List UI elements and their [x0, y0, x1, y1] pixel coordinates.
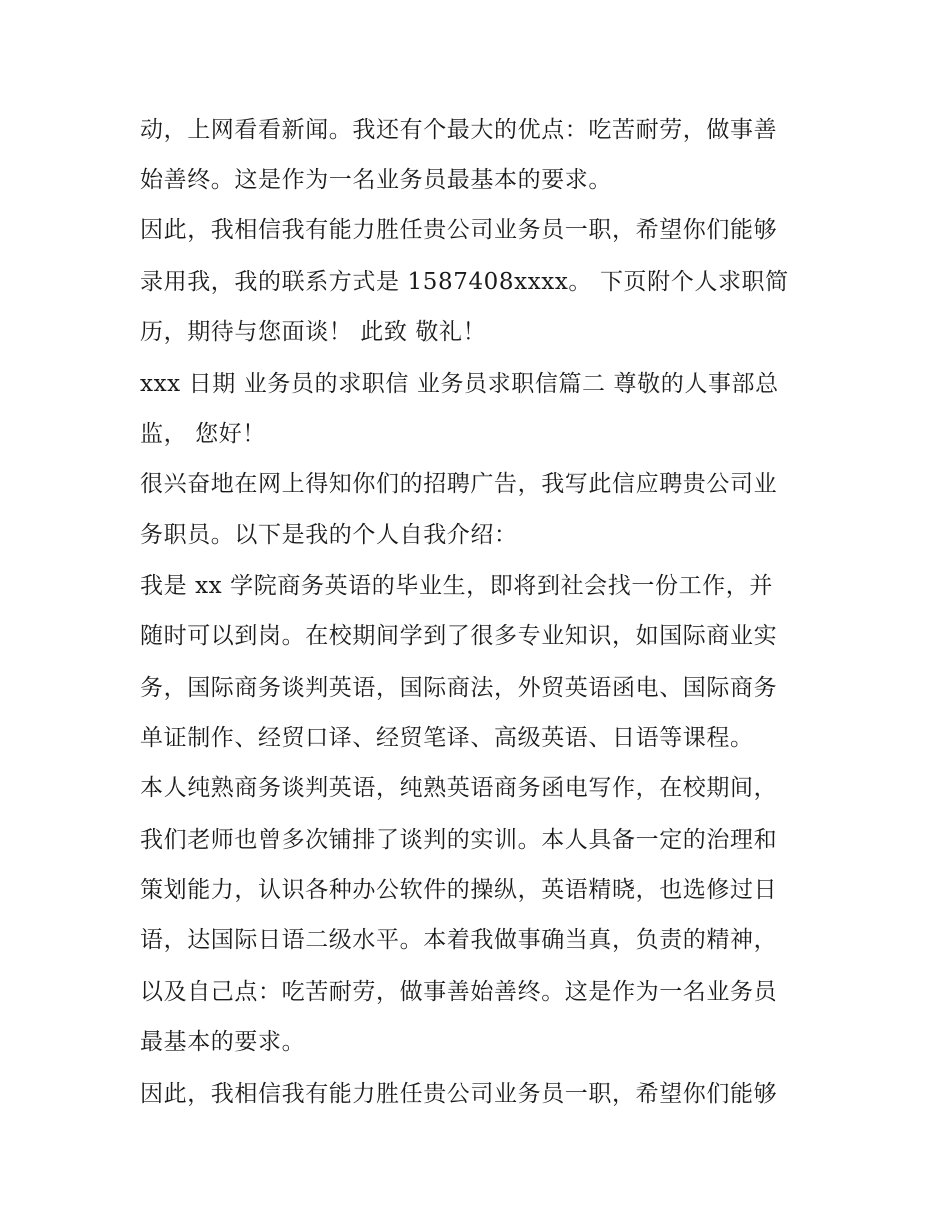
text-line-7: 监， 您好！: [140, 421, 266, 447]
text-line-10: 我是 xx 学院商务英语的毕业生，即将到社会找一份工作，并: [140, 573, 773, 599]
text-line-12: 务，国际商务谈判英语，国际商法，外贸英语函电、国际商务: [140, 675, 778, 701]
text-line-20: 因此，我相信我有能力胜任贵公司业务员一职，希望你们能够: [140, 1081, 778, 1107]
text-line-4: 录用我，我的联系方式是 1587408xxxx。 下页附个人求职简: [140, 269, 789, 295]
text-line-19: 最基本的要求。: [140, 1029, 306, 1055]
text-line-11: 随时可以到岗。在校期间学到了很多专业知识，如国际商业实: [140, 623, 778, 649]
text-line-14: 本人纯熟商务谈判英语，纯熟英语商务函电写作，在校期间，: [140, 775, 778, 801]
text-line-16: 策划能力，认识各种办公软件的操纵，英语精晓，也选修过日: [140, 877, 778, 903]
text-line-2: 始善终。这是作为一名业务员最基本的要求。: [140, 167, 612, 193]
text-line-17: 语，达国际日语二级水平。本着我做事确当真，负责的精神，: [140, 927, 778, 953]
text-line-6: xxx 日期 业务员的求职信 业务员求职信篇二 尊敬的人事部总: [140, 371, 779, 397]
text-line-1: 动，上网看看新闻。我还有个最大的优点：吃苦耐劳，做事善: [140, 117, 778, 143]
text-line-9: 务职员。以下是我的个人自我介绍：: [140, 522, 518, 548]
text-line-15: 我们老师也曾多次铺排了谈判的实训。本人具备一定的治理和: [140, 827, 778, 853]
text-line-5: 历，期待与您面谈！ 此致 敬礼！: [140, 319, 487, 345]
text-line-3: 因此，我相信我有能力胜任贵公司业务员一职，希望你们能够: [140, 217, 778, 243]
text-line-18: 以及自己点：吃苦耐劳，做事善始善终。这是作为一名业务员: [140, 979, 778, 1005]
text-line-13: 单证制作、经贸口译、经贸笔译、高级英语、日语等课程。: [140, 725, 754, 751]
text-line-8: 很兴奋地在网上得知你们的招聘广告，我写此信应聘贵公司业: [140, 471, 778, 497]
